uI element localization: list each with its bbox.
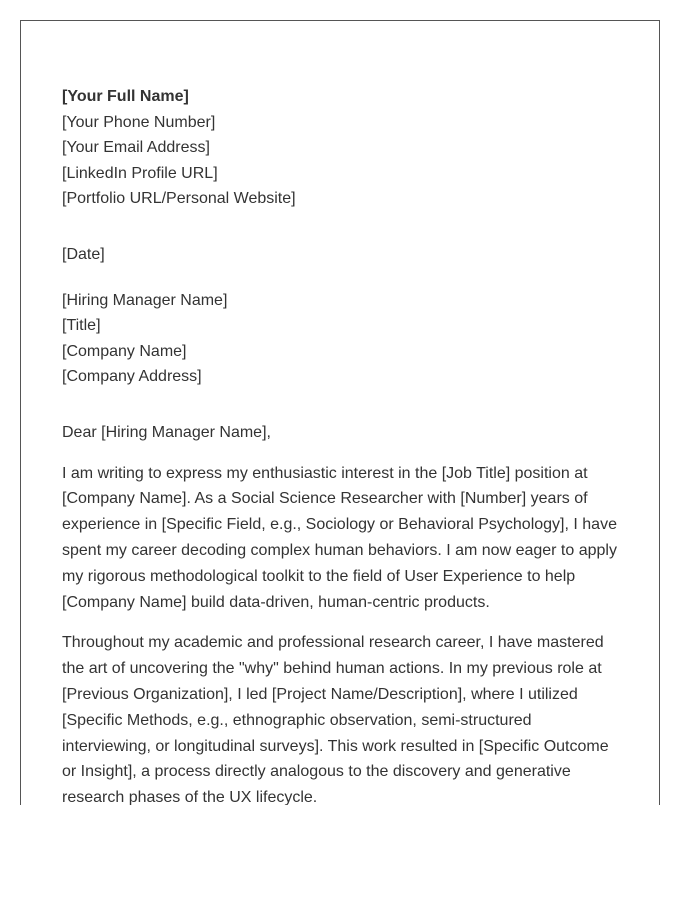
sender-linkedin: [LinkedIn Profile URL] xyxy=(62,164,218,182)
salutation-text: Dear [Hiring Manager Name], xyxy=(62,423,271,441)
sender-name: [Your Full Name] xyxy=(62,88,189,105)
salutation xyxy=(62,420,622,446)
letter-page xyxy=(20,20,660,805)
body-paragraph-2: Throughout my academic and professional research career, I have mastered the art of uncovering the "why" behind human actions. In my previous role at [Previous Organization], I led [Project Name/Description], where I utilized [Specific Methods, e.g., ethnographic observation, semi-structured interviewing, or longitudinal surveys]. This work resulted in [Specific Outcome or Insight], a process directly analogous to the discovery and generative research phases of the UX lifecycle. xyxy=(62,634,609,805)
sender-email: [Your Email Address] xyxy=(62,139,210,157)
letter-date: [Date] xyxy=(62,245,105,263)
recipient-block xyxy=(62,288,622,390)
body-paragraph-1: I am writing to express my enthusiastic interest in the [Job Title] position at [Company Name]. As a Social Science Researcher with [Number] years of experience in [Specific Field, e.g., Sociology or Behavioral Psychology], I have spent my career decoding complex human behaviors. I am now eager to apply my rigorous methodological toolkit to the field of User Experience to help [Company Name] build data-driven, human-centric products. xyxy=(62,464,617,611)
cover-letter xyxy=(62,84,622,805)
recipient-address: [Company Address] xyxy=(62,368,202,386)
sender-phone: [Your Phone Number] xyxy=(62,113,216,131)
recipient-manager: [Hiring Manager Name] xyxy=(62,291,228,309)
date-block xyxy=(62,242,622,268)
recipient-title: [Title] xyxy=(62,317,101,335)
sender-portfolio: [Portfolio URL/Personal Website] xyxy=(62,190,296,208)
sender-contact-block xyxy=(62,84,622,212)
recipient-company: [Company Name] xyxy=(62,342,187,360)
